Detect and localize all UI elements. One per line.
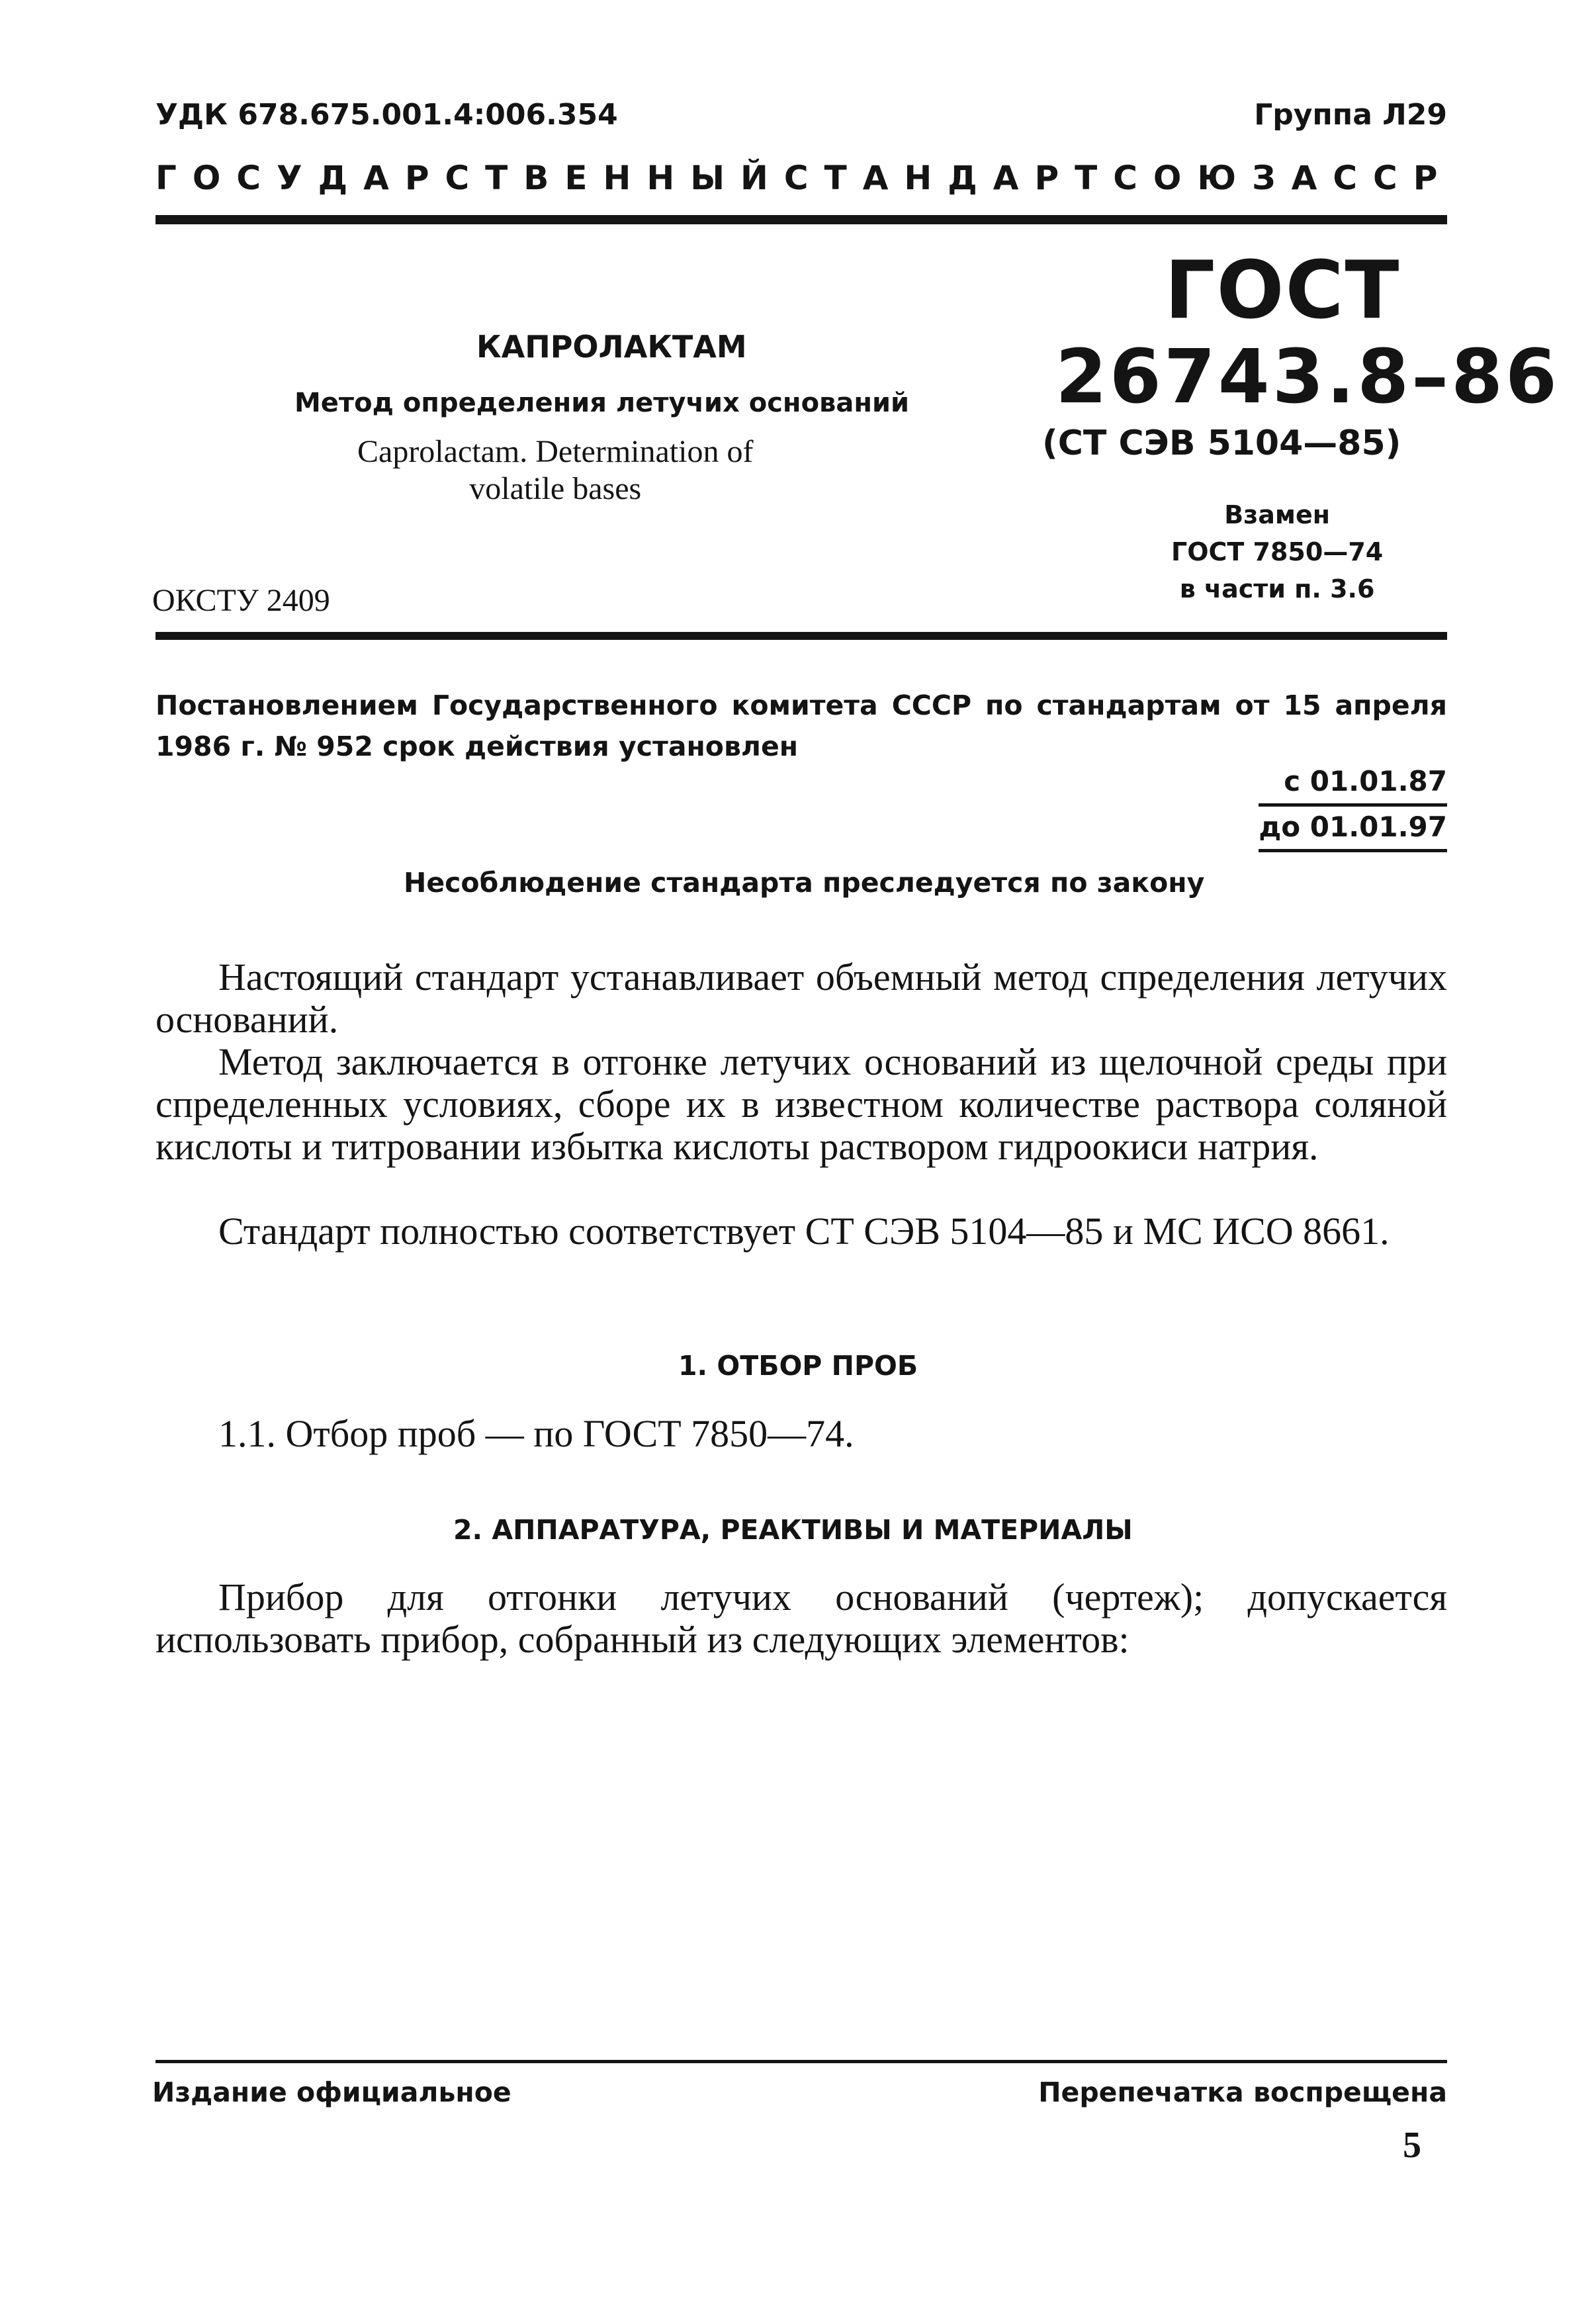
group-code: Группа Л29 <box>1254 98 1447 132</box>
legal-warning: Несоблюдение стандарта преследуется по закону <box>404 867 1205 899</box>
gost-number: 26743.8–86 <box>1055 334 1560 420</box>
method-title-en-line1: Caprolactam. Determination of <box>357 434 754 469</box>
replaces-line3: в части п. 3.6 <box>1179 574 1375 603</box>
date-to: до 01.01.97 <box>1259 807 1447 852</box>
footer-rule <box>155 2060 1447 2063</box>
section-2-paragraph: Прибор для отгонки летучих оснований (чертеж); допускается использовать прибор, собранный из следующих элементов: <box>155 1576 1447 1661</box>
title-word-3: СОЮЗА <box>1113 159 1333 197</box>
intro-paragraph-2: Метод заключается в отгонке летучих оснований из щелочной среды при спределенных условиях, сборе их в известном количестве раствора соляной кислоты и титровании избытка кислоты раствором гидроокиси натрия. <box>155 1040 1447 1168</box>
section-1-paragraph: 1.1. Отбор проб — по ГОСТ 7850—74. <box>218 1412 854 1455</box>
title-word-1: ГОСУДАРСТВЕННЫЙ <box>155 159 784 197</box>
title-block-rule <box>155 632 1447 640</box>
section-1-title: 1. ОТБОР ПРОБ <box>678 1350 918 1382</box>
st-sev-reference: (СТ СЭВ 5104—85) <box>1042 423 1401 463</box>
date-from: с 01.01.87 <box>1259 761 1447 807</box>
method-title-en <box>357 433 753 508</box>
decree-text: Постановлением Государственного комитета СССР по стандартам от 15 апреля 1986 г. № 952 срок действия установлен <box>155 689 1447 762</box>
official-edition: Издание официальное <box>152 2076 511 2108</box>
reprint-prohibited: Перепечатка воспрещена <box>1038 2076 1447 2108</box>
title-word-2: СТАНДАРТ <box>783 159 1114 197</box>
gost-label: ГОСТ <box>1165 245 1401 337</box>
section-2-title: 2. АППАРАТУРА, РЕАКТИВЫ И МАТЕРИАЛЫ <box>453 1514 1133 1546</box>
validity-dates <box>1259 761 1447 852</box>
method-title-en-line2: volatile bases <box>469 471 642 506</box>
replaces-block <box>1171 496 1383 607</box>
intro-paragraph-1: Настоящий стандарт устанавливает объемный метод спределения летучих оснований. <box>155 956 1447 1041</box>
intro-paragraph-3: Стандарт полностью соответствует СТ СЭВ 5104—85 и МС ИСО 8661. <box>218 1210 1390 1253</box>
product-name: КАПРОЛАКТАМ <box>476 329 747 365</box>
replaces-line1: Взамен <box>1224 500 1330 529</box>
state-standard-title <box>155 159 1454 197</box>
title-word-4: ССР <box>1333 159 1454 197</box>
top-rule <box>155 215 1447 224</box>
udk-code: УДК 678.675.001.4:006.354 <box>155 98 618 132</box>
okstu-code: ОКСТУ 2409 <box>152 583 330 618</box>
method-title-ru: Метод определения летучих оснований <box>294 388 910 418</box>
replaces-line2: ГОСТ 7850—74 <box>1171 537 1384 566</box>
page-number: 5 <box>1403 2125 1421 2166</box>
